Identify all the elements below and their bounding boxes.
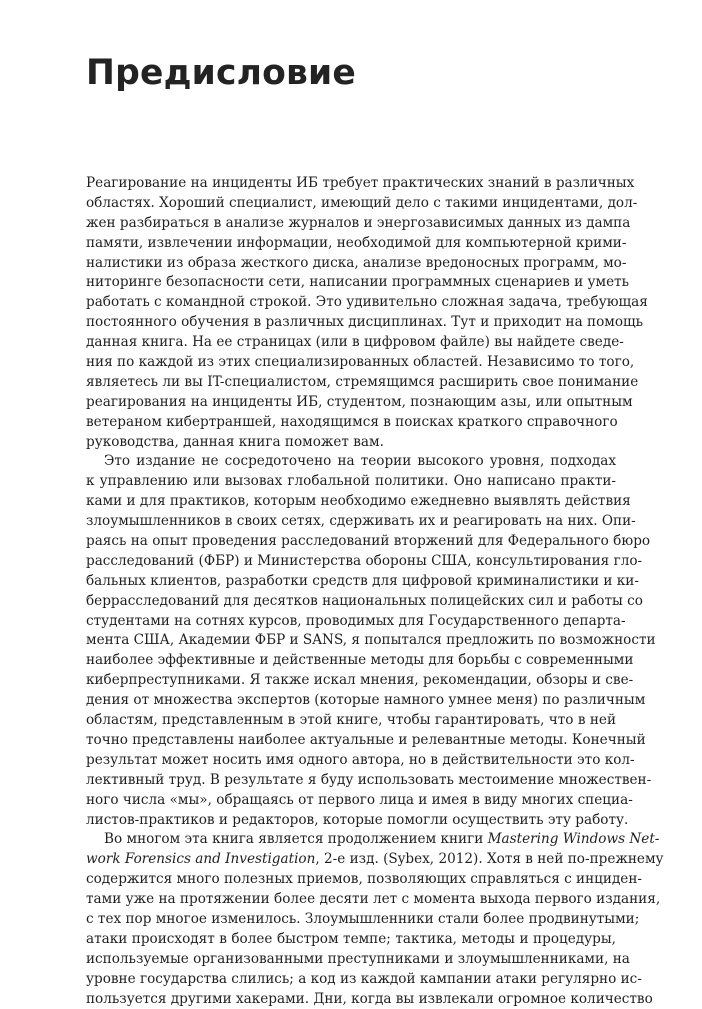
text-line: ния по каждой из этих специализированных областей. Независимо то того, (86, 354, 635, 371)
text-line: студентами на сотнях курсов, проводимых для Государственного департа- (86, 612, 626, 629)
text-line: ного числа «мы», обращаясь от первого лица и имея в виду многих специа- (86, 791, 633, 808)
text-line: областям, представленным в этой книге, чтобы гарантировать, что в ней (86, 712, 616, 729)
text-line: уровне государства слились; а код из каждой кампании атаки регулярно ис- (86, 970, 642, 987)
text-line: с тех пор многое изменилось. Злоумышленники стали более продвинутыми; (86, 910, 640, 927)
body-text (86, 174, 664, 1009)
paragraph-2 (86, 452, 656, 830)
text-line: постоянного обучения в различных дисциплинах. Тут и приходит на помощь (86, 314, 644, 331)
text-run: Во многом эта книга является продолжением книги (104, 831, 488, 848)
text-line: работать с командной строкой. Это удивительно сложная задача, требующая (86, 294, 648, 311)
text-line: ками и для практиков, которым необходимо ежедневно выявлять действия (86, 493, 631, 510)
text-line: ниторинге безопасности сети, написании программных сценариев и уметь (86, 274, 630, 291)
text-run: , 2-е изд. (Sybex, 2012). Хотя в ней по-прежнему (315, 851, 664, 868)
paragraph-3 (86, 830, 664, 1009)
book-title-italic: work Forensics and Investigation (86, 851, 316, 868)
text-line: листов-практиков и редакторов, которые помогли осуществить эту работу. (86, 811, 629, 828)
text-line: тами уже на протяжении более десяти лет с момента выхода первого издания, (86, 891, 661, 908)
text-line: жен разбираться в анализе журналов и энергозависимых данных из дампа (86, 214, 631, 231)
book-title-italic: Mastering Windows Net- (487, 831, 660, 848)
text-line: дения от множества экспертов (которые намного умнее меня) по различным (86, 692, 646, 709)
text-line (86, 850, 664, 870)
text-line: используемые организованными преступниками и злоумышленниками, на (86, 950, 630, 967)
text-line: раясь на опыт проведения расследований вторжений для Федерального бюро (86, 533, 651, 550)
text-line (86, 830, 660, 850)
text-line: мента США, Академии ФБР и SANS, я попытался предложить по возможности (86, 632, 656, 649)
text-line: данная книга. На ее страницах (или в цифровом файле) вы найдете сведе- (86, 334, 624, 351)
text-line: беррасследований для десятков национальных полицейских сил и работы со (86, 592, 643, 609)
text-line: содержится много полезных приемов, позволяющих справляться с инциден- (86, 871, 643, 888)
text-line: лективный труд. В результате я буду использовать местоимение множествен- (86, 771, 652, 788)
text-line: областях. Хороший специалист, имеющий дело с такими инцидентами, дол- (86, 194, 638, 211)
text-line: злоумышленников в своих сетях, сдерживать их и реагировать на них. Опи- (86, 513, 636, 530)
text-line: точно представлены наиболее актуальные и релевантные методы. Конечный (86, 731, 646, 748)
text-line: памяти, извлечении информации, необходимой для компьютерной крими- (86, 234, 627, 251)
text-line: руководства, данная книга поможет вам. (86, 433, 384, 450)
text-line: атаки происходят в более быстром темпе; тактика, методы и процедуры, (86, 930, 616, 947)
text-line: реагирования на инциденты ИБ, студентом, познающим азы, или опытным (86, 393, 633, 410)
text-line: пользуется другими хакерами. Дни, когда вы извлекали огромное количество (86, 990, 653, 1007)
paragraph-1 (86, 174, 648, 452)
text-line: являетесь ли вы IT-специалистом, стремящимся расширить свое понимание (86, 373, 639, 390)
text-line: бальных клиентов, разработки средств для цифровой криминалистики и ки- (86, 572, 639, 589)
text-line: Это издание не сосредоточено на теории высокого уровня, подходах (104, 453, 616, 470)
text-line: ветераном кибертраншей, находящимся в поисках краткого справочного (86, 413, 618, 430)
text-line: киберпреступниками. Я также искал мнения, рекомендации, обзоры и све- (86, 672, 634, 689)
text-line: результат может носить имя одного автора, но в действительности это кол- (86, 751, 635, 768)
text-line: наиболее эффективные и действенные методы для борьбы с современными (86, 652, 634, 669)
text-line: к управлению или вызовах глобальной политики. Оно написано практи- (86, 473, 616, 490)
text-line: Реагирование на инциденты ИБ требует практических знаний в различных (86, 175, 635, 191)
page-title: Предисловие (86, 53, 357, 93)
text-line: налистики из образа жесткого диска, анализе вредоносных программ, мо- (86, 254, 627, 271)
text-line: расследований (ФБР) и Министерства обороны США, консультирования гло- (86, 552, 643, 569)
